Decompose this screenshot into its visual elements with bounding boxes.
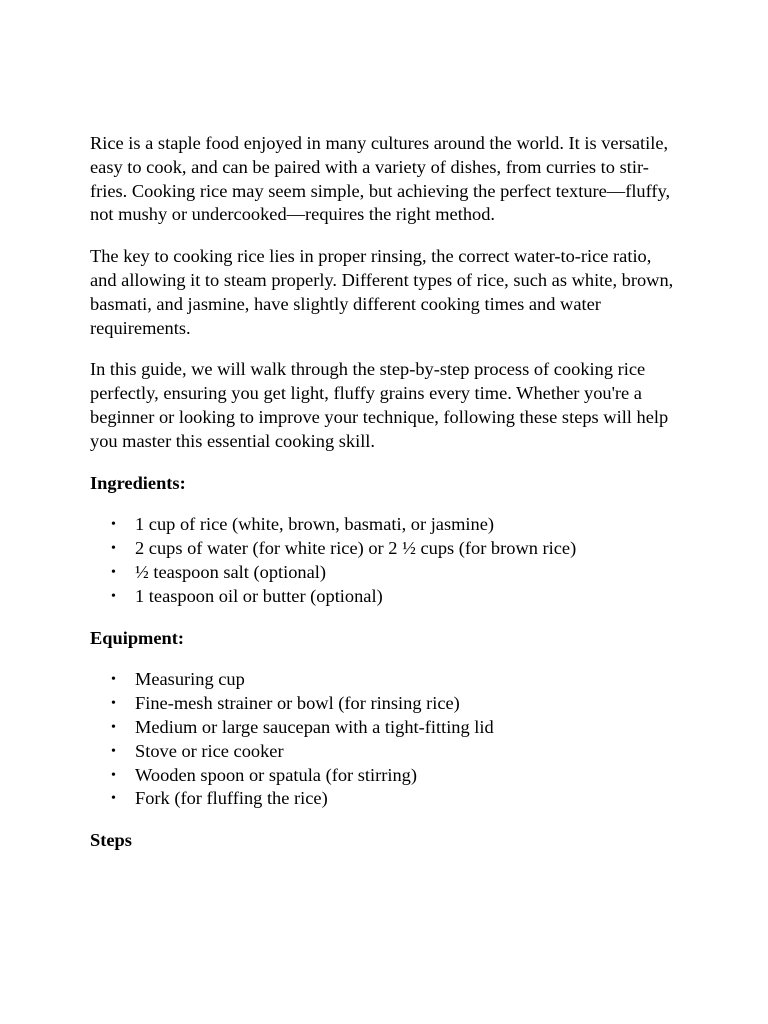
intro-paragraph-1: Rice is a staple food enjoyed in many cultures around the world. It is versatile, easy to cook, and can be paired with a variety of dishes, from curries to stir-fries. Cooking rice may seem simple, but achieving the perfect texture—fluffy, not mushy or undercooked—requires the right method. xyxy=(90,133,671,225)
list-item xyxy=(90,513,678,537)
list-item-text: Fork (for fluffing the rice) xyxy=(135,788,328,809)
steps-heading: Steps xyxy=(90,830,132,851)
list-item xyxy=(90,787,678,811)
list-item-text: Fine-mesh strainer or bowl (for rinsing rice) xyxy=(135,693,460,714)
bullet-icon: • xyxy=(111,541,116,557)
list-item-text: 1 cup of rice (white, brown, basmati, or jasmine) xyxy=(135,514,495,535)
intro-paragraph-2: The key to cooking rice lies in proper rinsing, the correct water-to-rice ratio, and allowing it to steam properly. Different types of rice, such as white, brown, basmati, and jasmine, have slightly different cooking times and water requirements. xyxy=(90,246,674,338)
list-item-text: Measuring cup xyxy=(135,669,245,690)
list-item xyxy=(90,716,678,740)
list-item xyxy=(90,740,678,764)
bullet-icon: • xyxy=(111,791,116,807)
list-item-text: Stove or rice cooker xyxy=(135,740,284,761)
list-item xyxy=(90,692,678,716)
bullet-icon: • xyxy=(111,588,116,604)
equipment-list xyxy=(90,668,678,811)
list-item-text: 1 teaspoon oil or butter (optional) xyxy=(135,585,383,606)
bullet-icon: • xyxy=(111,719,116,735)
bullet-icon: • xyxy=(111,672,116,688)
list-item xyxy=(90,668,678,692)
list-item-text: Wooden spoon or spatula (for stirring) xyxy=(135,764,417,785)
list-item-text: ½ teaspoon salt (optional) xyxy=(135,561,327,582)
list-item xyxy=(90,585,678,609)
ingredients-list xyxy=(90,513,678,608)
intro-paragraph-3: In this guide, we will walk through the step-by-step process of cooking rice perfectly, ensuring you get light, fluffy grains every time. Whether you're a beginner or looking to improve your technique, following these steps will help you master this essential cooking skill. xyxy=(90,359,669,451)
bullet-icon: • xyxy=(111,517,116,533)
bullet-icon: • xyxy=(111,696,116,712)
list-item xyxy=(90,537,678,561)
bullet-icon: • xyxy=(111,767,116,783)
list-item-text: 2 cups of water (for white rice) or 2 ½ cups (for brown rice) xyxy=(135,538,577,559)
list-item-text: Medium or large saucepan with a tight-fitting lid xyxy=(135,716,494,737)
ingredients-heading: Ingredients: xyxy=(90,472,186,493)
equipment-heading: Equipment: xyxy=(90,627,185,648)
list-item xyxy=(90,561,678,585)
list-item xyxy=(90,764,678,788)
bullet-icon: • xyxy=(111,564,116,580)
bullet-icon: • xyxy=(111,743,116,759)
